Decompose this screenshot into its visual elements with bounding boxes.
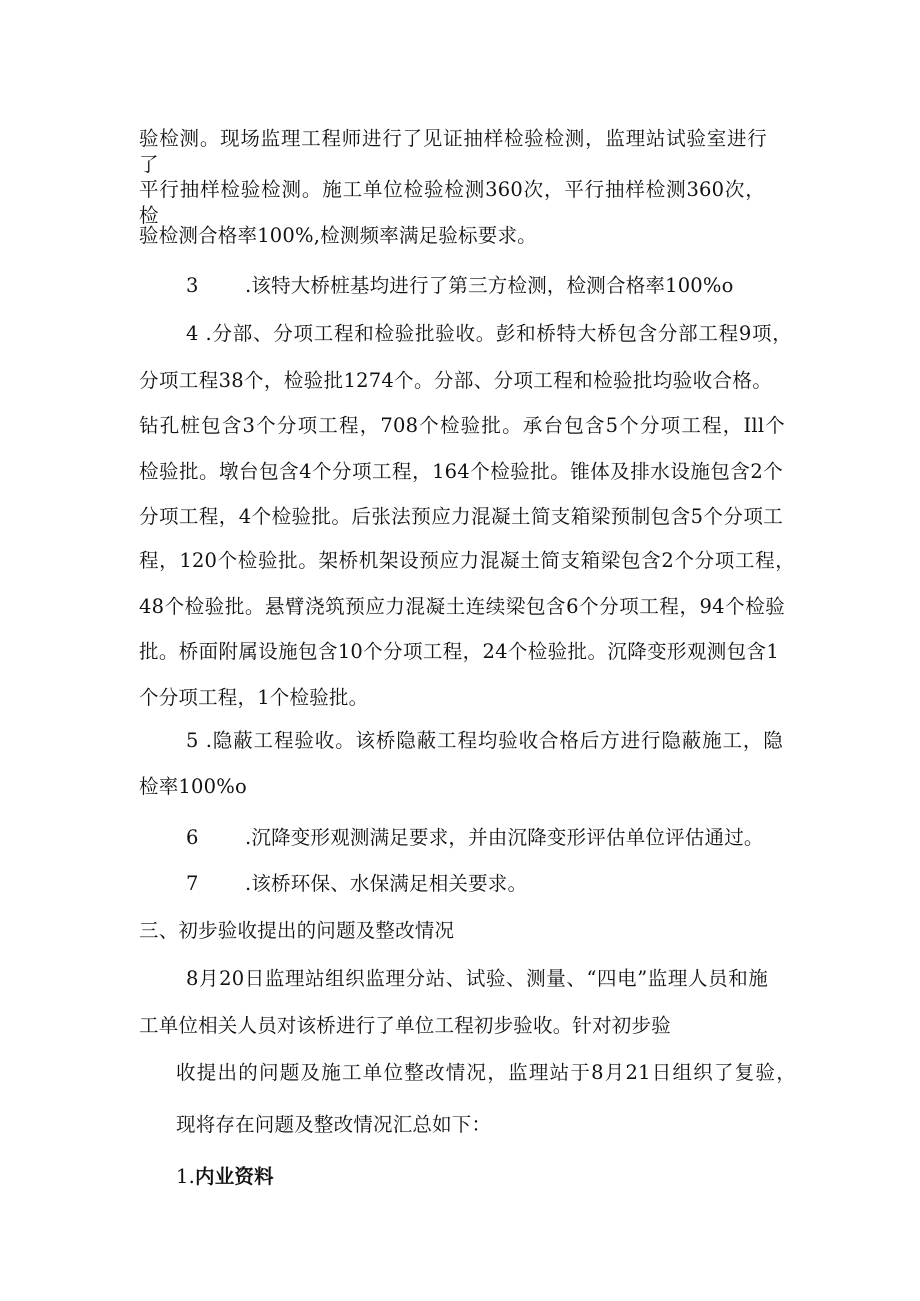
item-4-line-3: 钻孔桩包含3个分项工程，708个检验批。承台包含5个分项工程，Ill个 (139, 414, 785, 437)
item-4-line-1: 4 .分部、分项工程和检验批验收。彭和桥特大桥包含分部工程9项， (186, 322, 792, 345)
subsection-1-number: 1. (176, 1165, 196, 1188)
item-4-line-2: 分项工程38个，检验批1274个。分部、分项工程和检验批均验收合格。 (139, 369, 772, 392)
section-3-line-2: 工单位相关人员对该桥进行了单位工程初步验收。针对初步验 (139, 1014, 671, 1037)
subsection-1-title: 内业资料 (195, 1165, 274, 1188)
item-number-7: 7 (186, 872, 199, 895)
section-3-line-4: 现将存在问题及整改情况汇总如下： (176, 1113, 492, 1136)
item-5-line-1: 5 .隐蔽工程验收。该桥隐蔽工程均验收合格后方进行隐蔽施工，隐 (186, 729, 783, 752)
item-4-line-8: 批。桥面附属设施包含10个分项工程，24个检验批。沉降变形观测包含1 (139, 640, 779, 663)
item-4-line-7: 48个检验批。悬臂浇筑预应力混凝土连续梁包含6个分项工程，94个检验 (139, 595, 785, 618)
item-3-text: .该特大桥桩基均进行了第三方检测，检测合格率100%o (245, 274, 734, 297)
item-4-line-6: 程，120个检验批。架桥机架设预应力混凝土简支箱梁包含2个分项工程， (139, 549, 795, 572)
body-line-3: 验检测合格率100%,检测频率满足验标要求。 (139, 224, 537, 247)
item-4-line-5: 分项工程，4个检验批。后张法预应力混凝土简支箱梁预制包含5个分项工 (139, 505, 783, 528)
item-4-line-9: 个分项工程，1个检验批。 (139, 686, 369, 709)
item-4-line-4: 检验批。墩台包含4个分项工程，164个检验批。锥体及排水设施包含2个 (139, 460, 783, 483)
item-5-line-2: 检率100%o (139, 775, 247, 798)
section-3-line-3: 收提出的问题及施工单位整改情况，监理站于8月21日组织了复验， (176, 1061, 796, 1084)
item-number-6: 6 (186, 826, 199, 849)
body-line-2: 平行抽样检验检测。施工单位检验检测360次，平行抽样检测360次，检 (139, 178, 765, 227)
section-heading-3: 三、初步验收提出的问题及整改情况 (139, 919, 455, 942)
item-number-3: 3 (186, 274, 199, 297)
item-7-text: .该桥环保、水保满足相关要求。 (245, 872, 528, 895)
subsection-1-heading (176, 1164, 274, 1190)
item-6-text: .沉降变形观测满足要求，并由沉降变形评估单位评估通过。 (245, 826, 764, 849)
section-3-line-1: 8月20日监理站组织监理分站、试验、测量、“四电”监理人员和施 (186, 967, 768, 990)
body-line-1: 验检测。现场监理工程师进行了见证抽样检验检测，监理站试验室进行了 (139, 127, 767, 176)
